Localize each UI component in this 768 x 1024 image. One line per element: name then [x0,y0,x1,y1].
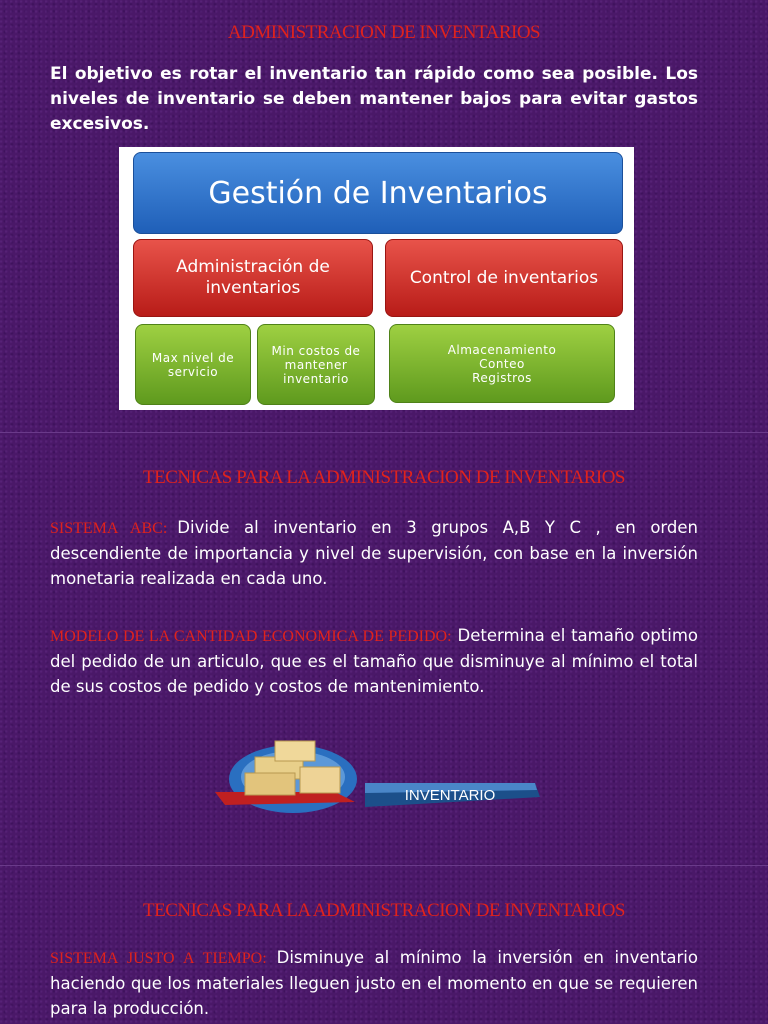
eoq-label: MODELO DE LA CANTIDAD ECONOMICA DE PEDIDO: [50,628,452,645]
slide-3-title: TECNICAS PARA LA ADMINISTRACION DE INVENTARIOS [142,900,625,921]
inventory-logo [215,737,540,817]
diagram-leaf-service: Max nivel de servicio [135,324,251,405]
inventory-diagram [119,147,634,410]
abc-label: SISTEMA ABC: [50,520,168,537]
slide-1-title: ADMINISTRACION DE INVENTARIOS [227,22,541,43]
eoq-text: Determina el tamaño optimo del pedido de un articulo, que es el tamaño que disminuye al mínimo el total de sus costos de pedido y costos de mantenimiento. [50,626,698,696]
diagram-admin-box: Administración de inventarios [133,239,373,317]
slide-3 [0,866,768,1024]
logo-text: INVENTARIO [404,787,496,804]
slide-2-title: TECNICAS PARA LA ADMINISTRACION DE INVENTARIOS [142,467,625,488]
abc-paragraph [50,515,698,591]
diagram-leaf-control: Almacenamiento Conteo Registros [389,324,615,403]
slide-1 [0,0,768,432]
diagram-control-box: Control de inventarios [385,239,623,317]
jit-label: SISTEMA JUSTO A TIEMPO: [50,950,267,967]
abc-text: Divide al inventario en 3 grupos A,B Y C , en orden descendiente de importancia y nivel de supervisión, con base en la inversión monetaria realizada en cada uno. [50,518,699,588]
logo-box-2 [275,741,315,761]
eoq-paragraph [50,623,698,699]
logo-box-4 [300,767,340,793]
slide-1-paragraph: El objetivo es rotar el inventario tan rápido como sea posible. Los niveles de inventario se deben mantener bajos para evitar gastos excesivos. [50,64,698,134]
logo-box-3 [245,773,295,795]
diagram-leaf-costs: Min costos de mantener inventario [257,324,375,405]
jit-text: Disminuye al mínimo la inversión en inventario haciendo que los materiales lleguen justo en el momento en que se requieren para la producción. [50,948,698,1018]
jit-paragraph [50,945,698,1021]
diagram-top-box: Gestión de Inventarios [133,152,623,234]
